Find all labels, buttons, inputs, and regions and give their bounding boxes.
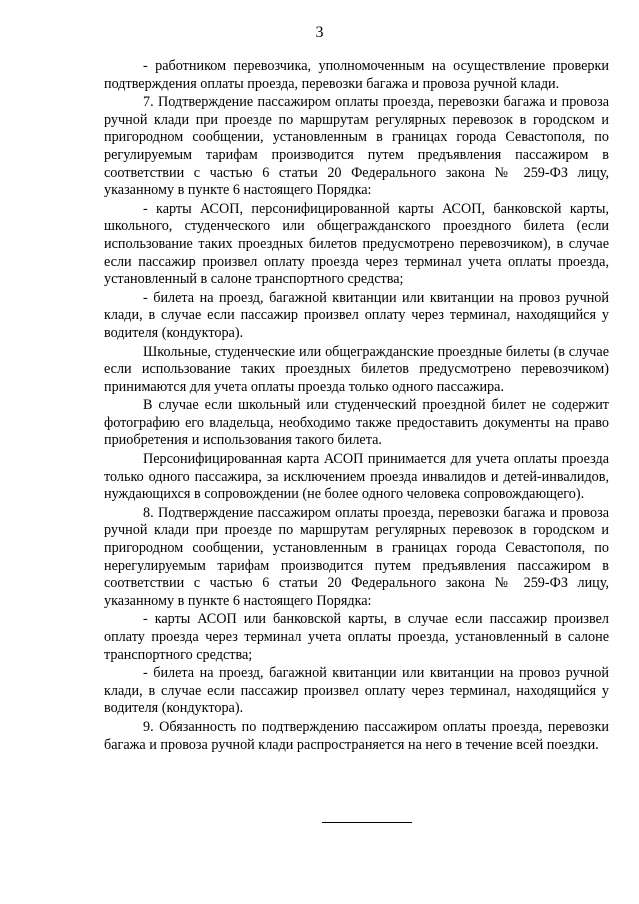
paragraph-item-9: 9. Обязанность по подтверждению пассажиром оплаты проезда, перевозки багажа и провоза ручной клади распространяется на него в течение всей поездки.: [104, 718, 609, 753]
closing-divider: [322, 822, 412, 823]
document-body: [104, 58, 609, 755]
paragraph-item-8: 8. Подтверждение пассажиром оплаты проезда, перевозки багажа и провоза ручной клади при проезде по маршрутам регулярных перевозок в городском и пригородном сообщении, установленным в границах города Севастополя, по нерегулируемым тарифам производится путем предъявления пассажиром в соответствии с частью 6 статьи 20 Федерального закона № 259-ФЗ лицу, указанному в пункте 6 настоящего Порядка:: [104, 504, 609, 609]
paragraph-inspector-bullet: - работником перевозчика, уполномоченным на осуществление проверки подтверждения оплаты проезда, перевозки багажа и провоза ручной клади.: [104, 58, 609, 92]
paragraph-personalized-card: Персонифицированная карта АСОП принимается для учета оплаты проезда только одного пассажира, за исключением проезда инвалидов и детей-инвалидов, нуждающихся в сопровождении (не более одного человека сопровождающего).: [104, 451, 609, 503]
paragraph-item-8-bullet-cards: - карты АСОП или банковской карты, в случае если пассажир произвел оплату проезда через терминал учета оплаты проезда, установленный в салоне транспортного средства;: [104, 611, 609, 663]
paragraph-item-7: 7. Подтверждение пассажиром оплаты проезда, перевозки багажа и провоза ручной клади при проезде по маршрутам регулярных перевозок в городском и пригородном сообщении, установленным в границах города Севастополя, по регулируемым тарифам производится путем предъявления пассажиром в соответствии с частью 6 статьи 20 Федерального закона № 259-ФЗ лицу, указанному в пункте 6 настоящего Порядка:: [104, 94, 609, 199]
paragraph-travel-passes: Школьные, студенческие или общегражданские проездные билеты (в случае если использование таких проездных билетов предусмотрено перевозчиком) принимаются для учета оплаты проезда только одного пассажира.: [104, 343, 609, 395]
paragraph-item-7-bullet-ticket: - билета на проезд, багажной квитанции или квитанции на провоз ручной клади, в случае если пассажир произвел оплату через терминал, находящийся у водителя (кондуктора).: [104, 289, 609, 341]
paragraph-item-7-bullet-cards: - карты АСОП, персонифицированной карты АСОП, банковской карты, школьного, студенческого или общегражданского проездного билета (если использование таких проездных билетов предусмотрено перевозчиком), в случае если пассажир произвел оплату проезда через терминал учета оплаты проезда, установленный в салоне транспортного средства;: [104, 200, 609, 288]
page-number: 3: [315, 24, 324, 41]
paragraph-item-8-bullet-ticket: - билета на проезд, багажной квитанции или квитанции на провоз ручной клади, в случае если пассажир произвел оплату через терминал, находящийся у водителя (кондуктора).: [104, 665, 609, 717]
paragraph-photo-requirement: В случае если школьный или студенческий проездной билет не содержит фотографию его владельца, необходимо также предоставить документы на право приобретения и использования такого билета.: [104, 397, 609, 449]
